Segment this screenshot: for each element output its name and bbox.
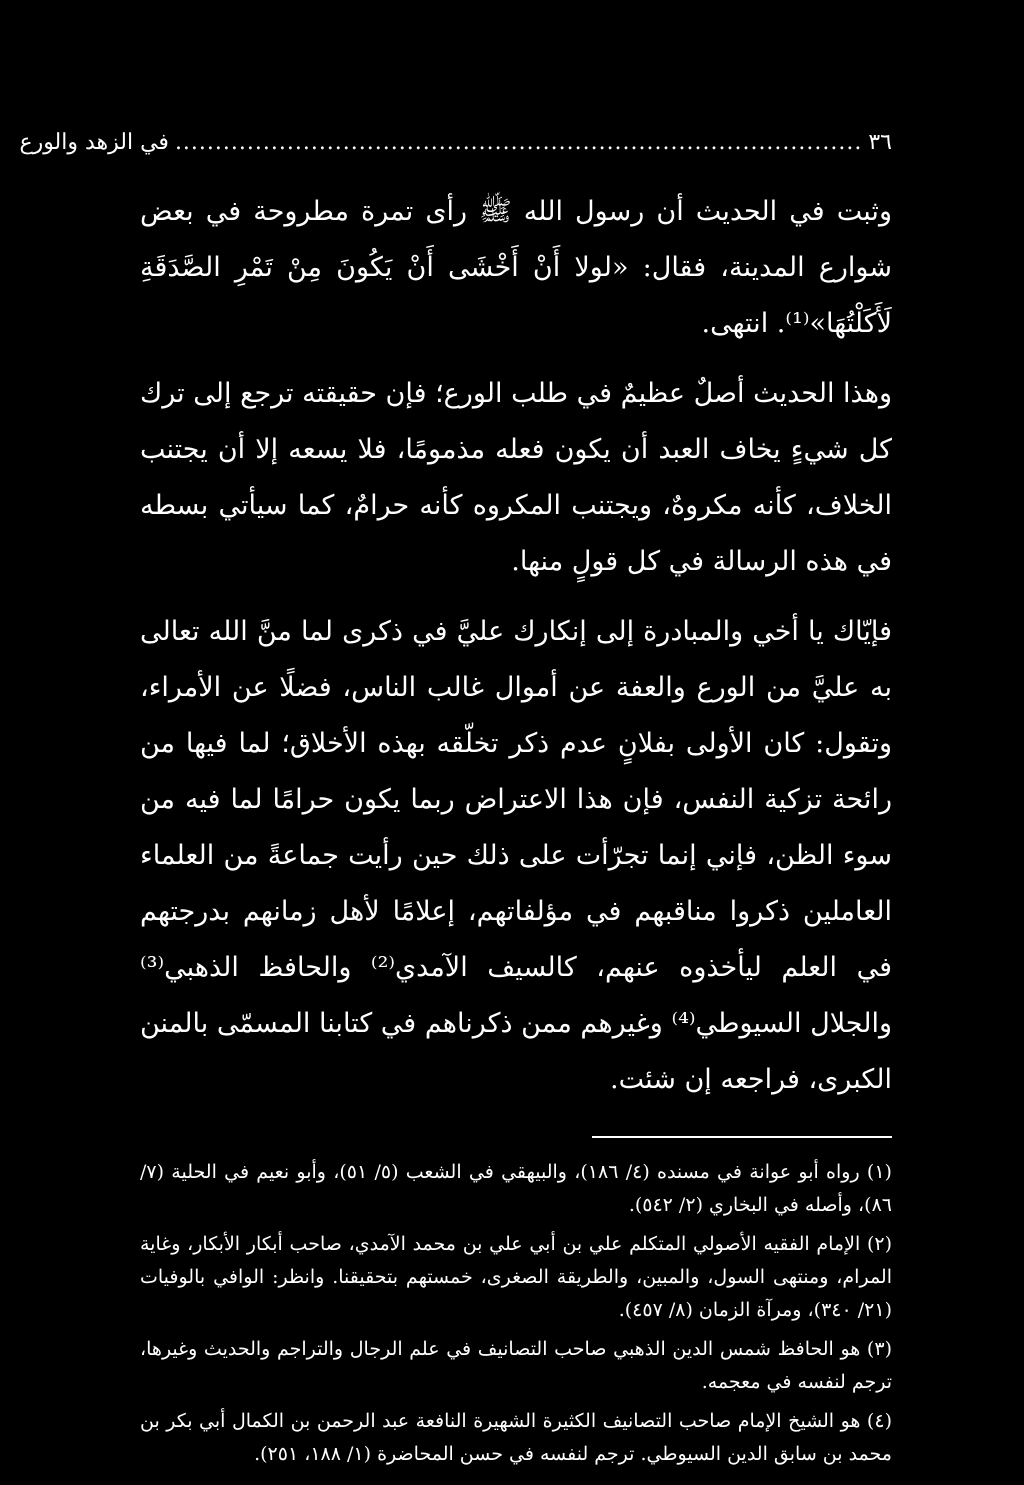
running-header [19, 130, 892, 170]
paragraph: فإيّاك يا أخي والمبادرة إلى إنكارك عليَّ في ذكرى لما منَّ الله تعالى به عليَّ من الورع والعفة عن أموال غالب الناس، فضلًا عن الأمراء، وتقول: كان الأولى بفلانٍ عدم ذكر تخلّقه بهذه الأخلاق؛ لما فيها من رائحة تزكية النفس، فإن هذا الاعتراض ربما يكون حرامًا لما فيه من سوء الظن، فإني إنما تجرّأت على ذلك حين رأيت جماعةً من العلماء العاملين ذكروا مناقبهم في مؤلفاتهم، إعلامًا لأهل زمانهم بدرجتهم في العلم ليأخذوه عنهم، كالسيف الآمدي⁽²⁾ والحافظ الذهبي⁽³⁾ والجلال السيوطي⁽⁴⁾ وغيرهم ممن ذكرناهم في كتابنا المسمّى بالمنن الكبرى، فراجعه إن شئت. [140, 616, 893, 1095]
footnote: (١) رواه أبو عوانة في مسنده (٤/ ١٨٦)، والبيهقي في الشعب (٥/ ٥١)، وأبو نعيم في الحلية (٧/ ٨٦)، وأصله في البخاري (٢/ ٥٤٢). [140, 1161, 892, 1216]
page-number: ٣٦ [868, 130, 892, 155]
footnote: (٣) هو الحافظ شمس الدين الذهبي صاحب التصانيف في علم الرجال والتراجم والحديث وغيرها، ترجم لنفسه في معجمه. [140, 1338, 892, 1393]
running-title: في الزهد والورع [19, 130, 169, 155]
footnote: (٢) الإمام الفقيه الأصولي المتكلم علي بن أبي علي بن محمد الآمدي، صاحب أبكار الأبكار، وغاية المرام، ومنتهى السول، والمبين، والطريقة الصغرى، خمستهم بتحقيقنا. وانظر: الوافي بالوفيات (٢١/ ٣٤٠)، ومرآة الزمان (٨/ ٤٥٧). [140, 1233, 892, 1321]
paragraph: وهذا الحديث أصلٌ عظيمٌ في طلب الورع؛ فإن حقيقته ترجع إلى ترك كل شيءٍ يخاف العبد أن يكون فعله مذمومًا، فلا يسعه إلا أن يجتنب الخلاف، كأنه مكروهٌ، ويجتنب المكروه كأنه حرامٌ، كما سيأتي بسطه في هذه الرسالة في كل قولٍ منها. [140, 378, 892, 577]
main-text [140, 184, 892, 1108]
footnotes [140, 1156, 892, 1471]
footnote: (٤) هو الشيخ الإمام صاحب التصانيف الكثيرة الشهيرة النافعة عبد الرحمن بن الكمال أبي بكر بن محمد بن سابق الدين السيوطي. ترجم لنفسه في حسن المحاضرة (١/ ١٨٨، ٢٥١). [140, 1410, 892, 1465]
book-page [19, 130, 893, 1471]
paragraph: وثبت في الحديث أن رسول الله ﷺ رأى تمرة مطروحة في بعض شوارع المدينة، فقال: «لولا أَنْ أَخْشَى أَنْ يَكُونَ مِنْ تَمْرِ الصَّدَقَةِ لَأَكَلْتُهَا»⁽¹⁾. انتهى. [140, 196, 892, 339]
leader-dots: ...................................................................................... [174, 130, 863, 155]
footnote-separator [592, 1136, 892, 1138]
